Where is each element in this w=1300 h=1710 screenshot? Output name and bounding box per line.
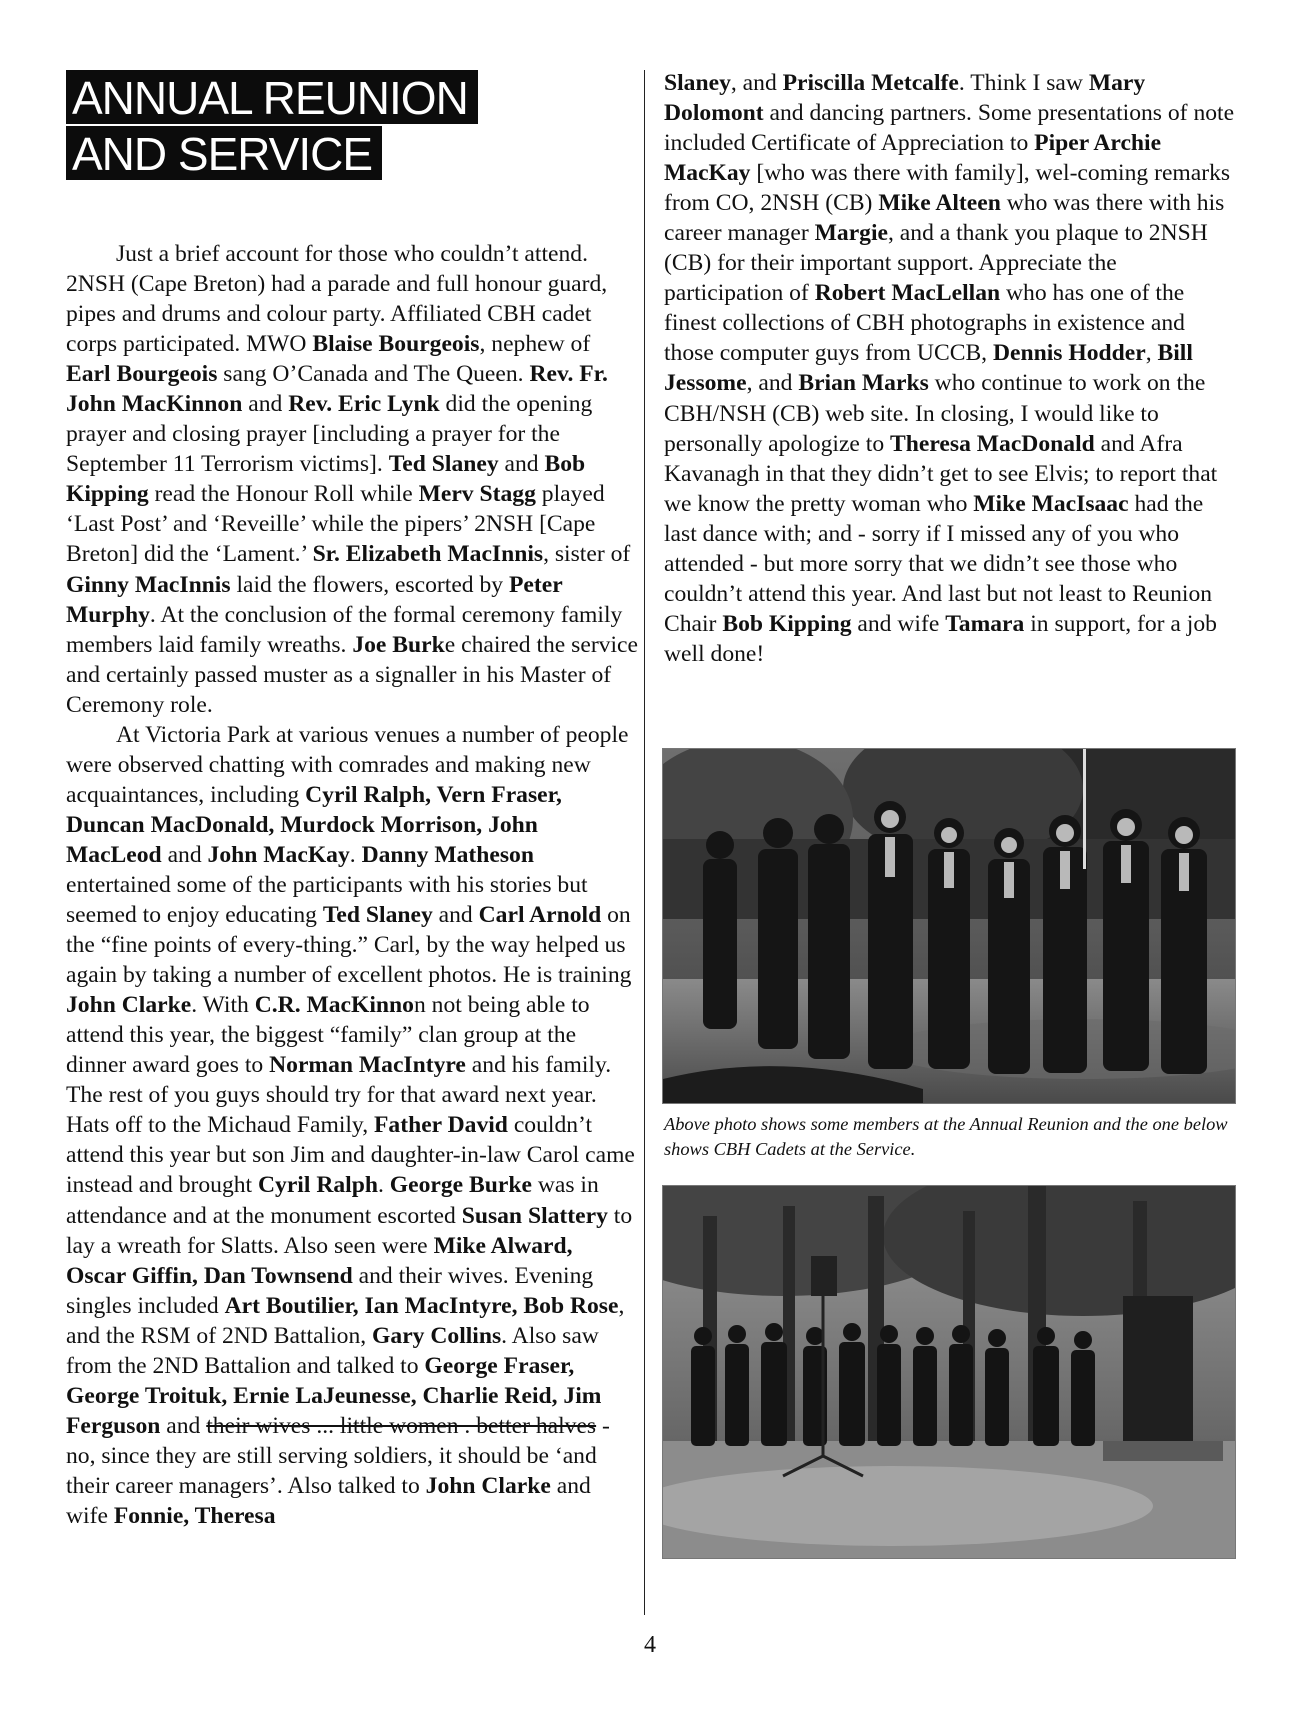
bold-name: Blaise Bourgeois <box>312 331 480 358</box>
left-column <box>66 239 638 1531</box>
bold-name: Fonnie, Theresa <box>113 1502 276 1529</box>
bold-name: Bob Kipping <box>66 451 586 508</box>
text-run: . Also saw from the 2ND Battalion and talked to <box>66 1322 599 1379</box>
bold-name: Earl Bourgeois <box>66 361 218 388</box>
text-run: read the Honour Roll while <box>148 481 419 508</box>
text-run: and <box>161 841 208 868</box>
text-run: and <box>242 391 289 418</box>
text-run: . With <box>191 992 255 1019</box>
bold-name: Robert MacLellan <box>814 280 1001 307</box>
bold-name: Cyril Ralph <box>258 1172 378 1199</box>
text-run: and Afra Kavanagh in that they didn’t get to see Elvis; to report that we know the pretty woman who <box>664 430 1218 517</box>
text-run: and wife <box>851 610 946 637</box>
text-run: , and <box>746 370 799 397</box>
bold-name: Mike Alward, Oscar Giffin, Dan Townsend <box>66 1232 573 1289</box>
bold-name: Bob Kipping <box>722 610 852 637</box>
text-run: and their wives. Evening singles included <box>66 1262 594 1319</box>
text-run: had the last dance with; and - sorry if I missed any of you who attended - but more sorry that we didn’t see those who couldn’t attend this year. And last but not least to Reunion Chair <box>664 490 1213 637</box>
bold-name: John Clarke <box>425 1472 551 1499</box>
article-paragraph-2 <box>66 720 638 1531</box>
bold-name: George Fraser, George Troituk, Ernie LaJeunesse, Charlie Reid, Jim Ferguson <box>66 1352 602 1439</box>
photo-caption: Above photo shows some members at the Annual Reunion and the one below shows CBH Cadets at the Service. <box>664 1114 1228 1159</box>
cbh-cadets-image <box>663 1186 1235 1558</box>
bold-name: Rev. Eric Lynk <box>288 391 440 418</box>
bold-name: George Burke <box>389 1172 532 1199</box>
bold-name: Art Boutilier, Ian MacIntyre, Bob Rose <box>224 1292 619 1319</box>
bold-name: John MacKay <box>207 841 350 868</box>
bold-name: Brian Marks <box>798 370 929 397</box>
bold-name: Bill Jessome <box>664 340 1193 397</box>
bold-name: Carl Arnold <box>478 902 602 929</box>
text-run: - no, since they are still serving soldiers, it should be ‘and their career managers’. Also talked to <box>66 1412 610 1499</box>
article-paragraph-1 <box>66 239 638 720</box>
bold-name: John Clarke <box>66 992 192 1019</box>
bold-name: Piper Archie MacKay <box>664 130 1162 187</box>
text-run: in support, for a job well done! <box>664 610 1217 667</box>
text-run: , sister of <box>543 541 631 568</box>
bold-name: Mike MacIsaac <box>973 490 1129 517</box>
text-run: was in attendance and at the monument escorted <box>66 1172 599 1229</box>
bold-name: C.R. MacKinno <box>254 992 414 1019</box>
bold-name: Susan Slattery <box>461 1202 608 1229</box>
bold-name: Peter Murphy <box>66 571 563 628</box>
text-run: At Victoria Park at various venues a number of people were observed chatting with comrades and making new acquaintances, including <box>66 721 629 808</box>
bold-name: Danny Matheson <box>361 841 534 868</box>
bold-name: Mike Alteen <box>878 190 1001 217</box>
text-run: who has one of the finest collections of CBH photographs in existence and those computer guys from UCCB, <box>664 280 1185 367</box>
bold-name: Merv Stagg <box>418 481 536 508</box>
bold-name: Norman MacIntyre <box>269 1052 466 1079</box>
bold-name: Cyril Ralph, Vern Fraser, Duncan MacDonald, Murdock Morrison, John MacLeod <box>66 781 562 868</box>
text-run: couldn’t attend this year but son Jim and daughter-in-law Carol came instead and brought <box>66 1112 635 1199</box>
reunion-members-image <box>663 749 1235 1103</box>
text-run: e chaired the service and certainly passed muster as a signaller in his Master of Ceremony role. <box>66 631 638 718</box>
column-divider <box>644 70 645 1615</box>
right-column <box>664 68 1236 669</box>
article-paragraph-3 <box>664 68 1236 669</box>
text-run: , <box>1145 340 1158 367</box>
text-run: , nephew of <box>479 331 591 358</box>
bold-name: Margie <box>814 220 888 247</box>
text-run: [who was there with family], wel-coming remarks from CO, 2NSH (CB) <box>664 160 1231 217</box>
bold-name: Ted Slaney <box>322 902 433 929</box>
text-run: entertained some of the participants with his stories but seemed to enjoy educating <box>66 871 588 929</box>
text-run: sang O’Canada and The Queen. <box>217 361 530 388</box>
bold-name: Dennis Hodder <box>992 340 1146 367</box>
headline-line-2: AND SERVICE <box>66 126 382 180</box>
bold-name: Priscilla Metcalfe <box>782 70 959 96</box>
bold-name: Ted Slaney <box>388 451 499 478</box>
struck-text: their wives ... little women . better halves <box>206 1412 597 1439</box>
text-run: and <box>432 902 479 929</box>
text-run: who was there with his career manager <box>664 190 1225 247</box>
bold-name: Mary Dolomont <box>664 70 1146 127</box>
text-run: . <box>377 1172 390 1199</box>
text-run: . <box>349 841 362 868</box>
text-run: n not being able to attend this year, the biggest “family” clan group at the dinner award goes to <box>66 992 590 1079</box>
text-run: and <box>160 1412 207 1439</box>
text-run: played ‘Last Post’ and ‘Reveille’ while the pipers’ 2NSH [Cape Breton] did the ‘Lament.’ <box>66 481 605 568</box>
bold-name: Sr. Elizabeth MacInnis <box>312 541 544 568</box>
text-run: and dancing partners. Some presentations of note included Certificate of Appreciation to <box>664 100 1235 157</box>
bold-name: Gary Collins <box>372 1322 502 1349</box>
bold-name: Rev. Fr. John MacKinnon <box>66 361 608 418</box>
text-run: . At the conclusion of the formal ceremony family members laid family wreaths. <box>66 601 623 658</box>
text-run: on the “fine points of every-thing.” Carl, by the way helped us again by taking a number of excellent photos. He is training <box>66 902 632 989</box>
bold-name: Joe Burk <box>352 631 445 658</box>
text-run: and his family. The rest of you guys should try for that award next year. Hats off to the Michaud Family, <box>66 1052 612 1139</box>
text-run: who continue to work on the CBH/NSH (CB) web site. In closing, I would like to personally apologize to <box>664 370 1206 457</box>
bold-name: Tamara <box>945 610 1025 637</box>
text-run: Just a brief account for those who couldn’t attend. 2NSH (Cape Breton) had a parade and full honour guard, pipes and drums and colour party. Affiliated CBH cadet corps participated. MWO <box>66 241 608 358</box>
text-run: did the opening prayer and closing prayer [including a prayer for the September 11 Terrorism victims]. <box>66 391 593 478</box>
bold-name: Slaney <box>664 70 731 96</box>
bold-name: Ginny MacInnis <box>66 571 231 598</box>
headline-line-1: ANNUAL REUNION <box>66 70 478 124</box>
page-number: 4 <box>644 1632 656 1658</box>
text-run: and wife <box>66 1472 591 1529</box>
text-run: , and the RSM of 2ND Battalion, <box>66 1292 625 1349</box>
text-run: to lay a wreath for Slatts. Also seen were <box>66 1202 633 1259</box>
reunion-members-photo <box>662 748 1236 1104</box>
text-run: laid the flowers, escorted by <box>230 571 509 598</box>
bold-name: Father David <box>374 1112 508 1139</box>
bold-name: Theresa MacDonald <box>890 430 1095 457</box>
text-run: , and <box>730 70 783 96</box>
article-headline <box>66 70 478 180</box>
cbh-cadets-photo <box>662 1185 1236 1559</box>
text-run: , and a thank you plaque to 2NSH (CB) for their important support. Appreciate the participation of <box>664 220 1208 307</box>
text-run: and <box>498 451 545 478</box>
text-run: . Think I saw <box>958 70 1089 96</box>
